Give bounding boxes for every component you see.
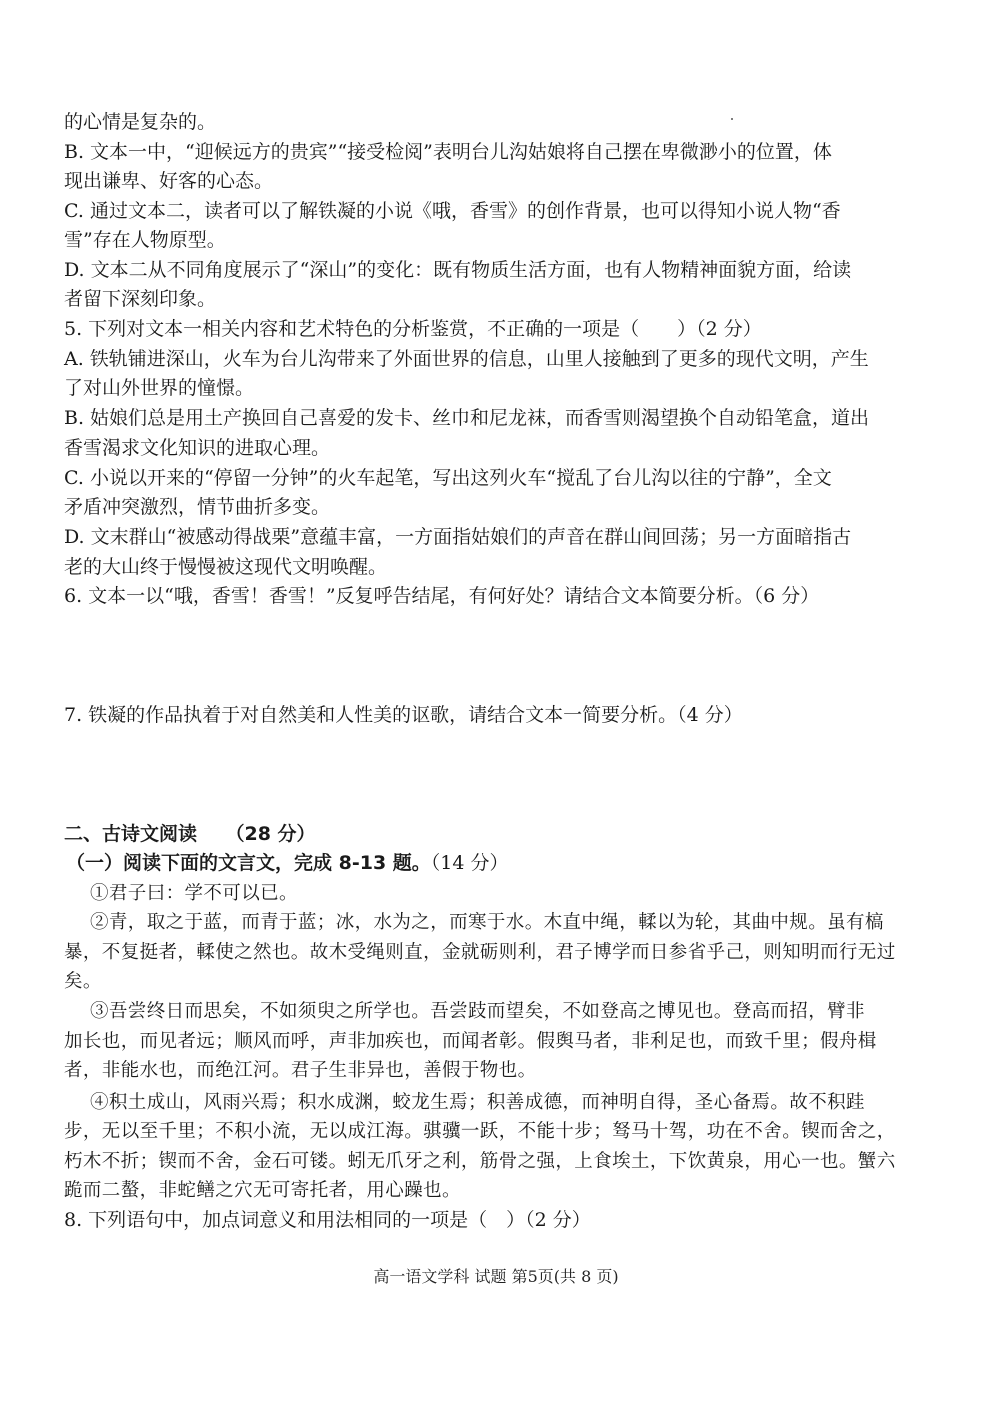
option-b: B. 姑娘们总是用土产换回自己喜爱的发卡、丝巾和尼龙袜，而香雪则渴望换个自动铅笔盒，道出 bbox=[64, 407, 870, 429]
passage-line: 朽木不折；锲而不舍，金石可镂。蚓无爪牙之利，筋骨之强，上食埃土，下饮黄泉，用心一也。蟹六 bbox=[64, 1151, 896, 1172]
passage-para-2: ②青，取之于蓝，而青于蓝；冰，水为之，而寒于水。木直中绳，輮以为轮，其曲中规。虽有槁 bbox=[90, 912, 884, 933]
text-line: 了对山外世界的憧憬。 bbox=[64, 377, 255, 399]
passage-line: 矣。 bbox=[64, 971, 102, 992]
section-title: 二、古诗文阅读 （28 分） bbox=[64, 823, 316, 845]
question-7: 7. 铁凝的作品执着于对自然美和人性美的讴歌，请结合文本一简要分析。（4 分） bbox=[64, 704, 743, 726]
passage-line: 跪而二螯，非蛇鳝之穴无可寄托者，用心躁也。 bbox=[64, 1180, 461, 1201]
text-line: 现出谦卑、好客的心态。 bbox=[64, 170, 274, 192]
option-d: D. 文末群山“被感动得战栗”意蕴丰富，一方面指姑娘们的声音在群山间回荡；另一方面暗指古 bbox=[64, 526, 852, 548]
text-line: 雪”存在人物原型。 bbox=[64, 229, 226, 251]
subsection-title-text: （一）阅读下面的文言文，完成 8-13 题。 bbox=[66, 852, 431, 874]
page-footer: 高一语文学科 试题 第5页(共 8 页) bbox=[373, 1267, 619, 1286]
option-c: C. 通过文本二，读者可以了解铁凝的小说《哦，香雪》的创作背景，也可以得知小说人物“香 bbox=[64, 200, 841, 222]
text-line: 者留下深刻印象。 bbox=[64, 288, 217, 310]
text-line: 的心情是复杂的。 bbox=[64, 111, 217, 133]
subsection-score: （14 分） bbox=[430, 852, 509, 874]
text-line: 矛盾冲突激烈，情节曲折多变。 bbox=[64, 496, 331, 518]
passage-para-4: ④积土成山，风雨兴焉；积水成渊，蛟龙生焉；积善成德，而神明自得，圣心备焉。故不积跬 bbox=[90, 1092, 865, 1113]
passage-line: 者，非能水也，而绝江河。君子生非异也，善假于物也。 bbox=[64, 1060, 537, 1081]
passage-line: 暴，不复挺者，輮使之然也。故木受绳则直，金就砺则利，君子博学而日参省乎己，则知明而行无过 bbox=[64, 942, 896, 963]
option-c: C. 小说以开来的“停留一分钟”的火车起笔，写出这列火车“搅乱了台儿沟以往的宁静”，全文 bbox=[64, 467, 832, 489]
passage-line: 步，无以至千里；不积小流，无以成江海。骐骥一跃，不能十步；驽马十驾，功在不舍。锲而舍之， bbox=[64, 1121, 896, 1142]
question-8: 8. 下列语句中，加点词意义和用法相同的一项是（ ）（2 分） bbox=[64, 1209, 591, 1231]
passage-line: 加长也，而见者远；顺风而呼，声非加疾也，而闻者彰。假舆马者，非利足也，而致千里；假舟楫 bbox=[64, 1031, 877, 1052]
passage-para-3: ③吾尝终日而思矣，不如须臾之所学也。吾尝跂而望矣，不如登高之博见也。登高而招，臂非 bbox=[90, 1001, 865, 1022]
option-d: D. 文本二从不同角度展示了“深山”的变化：既有物质生活方面，也有人物精神面貌方面，给读 bbox=[64, 259, 852, 281]
text-line: 香雪渴求文化知识的进取心理。 bbox=[64, 437, 331, 459]
question-6: 6. 文本一以“哦，香雪！香雪！”反复呼告结尾，有何好处？请结合文本简要分析。（6 分） bbox=[64, 585, 820, 607]
question-5: 5. 下列对文本一相关内容和艺术特色的分析鉴赏，不正确的一项是（ ）（2 分） bbox=[64, 318, 762, 340]
text-line: 老的大山终于慢慢被这现代文明唤醒。 bbox=[64, 556, 388, 578]
option-b: B. 文本一中，“迎候远方的贵宾”“接受检阅”表明台儿沟姑娘将自己摆在卑微渺小的位置，体 bbox=[64, 141, 832, 163]
subsection-title bbox=[66, 849, 930, 878]
option-a: A. 铁轨铺进深山，火车为台儿沟带来了外面世界的信息，山里人接触到了更多的现代文明，产生 bbox=[64, 348, 869, 370]
passage-para-1: ①君子曰：学不可以已。 bbox=[90, 883, 298, 904]
